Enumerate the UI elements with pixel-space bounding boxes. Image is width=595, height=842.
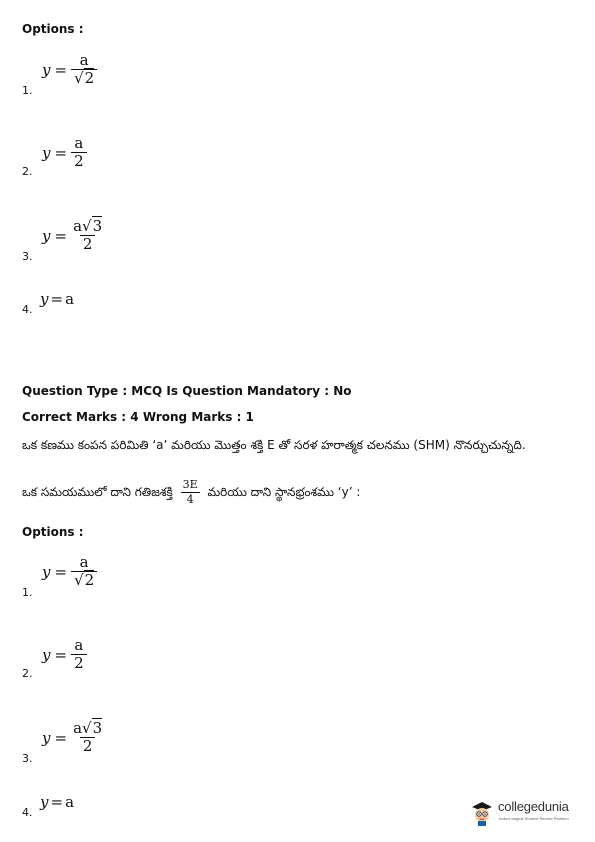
- numerator: a: [79, 51, 89, 69]
- numerator: a√3: [73, 217, 103, 235]
- variable-y: y: [40, 290, 49, 308]
- option-2-formula[interactable]: [42, 637, 87, 672]
- option-4-formula[interactable]: [40, 793, 74, 811]
- equals-sign: =: [54, 60, 68, 79]
- marks-line: Correct Marks : 4 Wrong Marks : 1: [22, 410, 254, 424]
- denominator: 2: [71, 152, 87, 170]
- numerator: a√3: [73, 719, 103, 737]
- radicand: 2: [84, 69, 95, 87]
- numerator-coefficient: a: [73, 217, 83, 235]
- numerator: a: [79, 553, 89, 571]
- rhs-value: a: [65, 290, 75, 308]
- denominator: 2: [80, 737, 96, 755]
- question-text-line-2: [22, 478, 360, 507]
- variable-y: y: [42, 226, 51, 245]
- variable-y: y: [42, 728, 51, 747]
- equals-sign: =: [54, 143, 68, 162]
- variable-y: y: [42, 562, 51, 581]
- variable-y: y: [42, 60, 51, 79]
- denominator: 4: [186, 493, 194, 506]
- option-number: 1.: [22, 586, 33, 599]
- denominator: 2: [80, 235, 96, 253]
- numerator-coefficient: a: [73, 719, 83, 737]
- options-heading: Options :: [22, 22, 84, 36]
- option-number: 4.: [22, 303, 33, 316]
- fraction: [71, 637, 87, 672]
- variable-y: y: [40, 793, 49, 811]
- kinetic-energy-fraction: [181, 478, 200, 507]
- fraction: [71, 554, 97, 589]
- variable-y: y: [42, 143, 51, 162]
- numerator: 3E: [182, 478, 198, 491]
- rhs-value: a: [65, 793, 75, 811]
- fraction: [71, 52, 97, 87]
- logo-wordmark: collegedunia: [498, 799, 569, 814]
- option-2-formula[interactable]: [42, 135, 87, 170]
- option-4-formula[interactable]: [40, 290, 74, 308]
- option-number: 3.: [22, 250, 33, 263]
- question-type-line: Question Type : MCQ Is Question Mandatory : No: [22, 384, 352, 398]
- graduate-mascot-icon: [470, 800, 494, 826]
- logo-tagline: India's largest Student Review Platform: [499, 816, 569, 821]
- option-number: 3.: [22, 752, 33, 765]
- radicand: 2: [84, 571, 95, 589]
- numerator: a: [74, 134, 84, 152]
- fraction: [71, 135, 87, 170]
- radicand: 3: [92, 719, 103, 737]
- option-1-formula[interactable]: [42, 554, 97, 589]
- variable-y: y: [42, 645, 51, 664]
- option-number: 2.: [22, 165, 33, 178]
- radicand: 3: [92, 217, 103, 235]
- option-number: 2.: [22, 667, 33, 680]
- denominator: √2: [71, 571, 97, 589]
- fraction: [71, 218, 104, 253]
- denominator: √2: [71, 69, 97, 87]
- numerator: a: [74, 636, 84, 654]
- equals-sign: =: [54, 645, 68, 664]
- fraction: [71, 720, 104, 755]
- question-text-part-a: ఒక సమయములో దాని గతిజశక్తి: [22, 485, 173, 499]
- question-text-line-1: ఒక కణము కంపన పరిమితి ‘a’ మరియు మొత్తం శక్తి E తో సరళ హరాత్మక చలనము (SHM) నొనర్చుచున్నది.: [22, 438, 526, 452]
- option-number: 1.: [22, 84, 33, 97]
- equals-sign: =: [54, 562, 68, 581]
- denominator: 2: [71, 654, 87, 672]
- options-heading: Options :: [22, 525, 84, 539]
- option-number: 4.: [22, 806, 33, 819]
- equals-sign: =: [54, 728, 68, 747]
- question-text-part-b: మరియు దాని స్థానభ్రంశము ‘y’ :: [207, 485, 361, 499]
- collegedunia-logo[interactable]: [470, 796, 585, 832]
- option-1-formula[interactable]: [42, 52, 97, 87]
- equals-sign: =: [50, 793, 64, 811]
- option-3-formula[interactable]: [42, 218, 104, 253]
- equals-sign: =: [50, 290, 64, 308]
- option-3-formula[interactable]: [42, 720, 104, 755]
- equals-sign: =: [54, 226, 68, 245]
